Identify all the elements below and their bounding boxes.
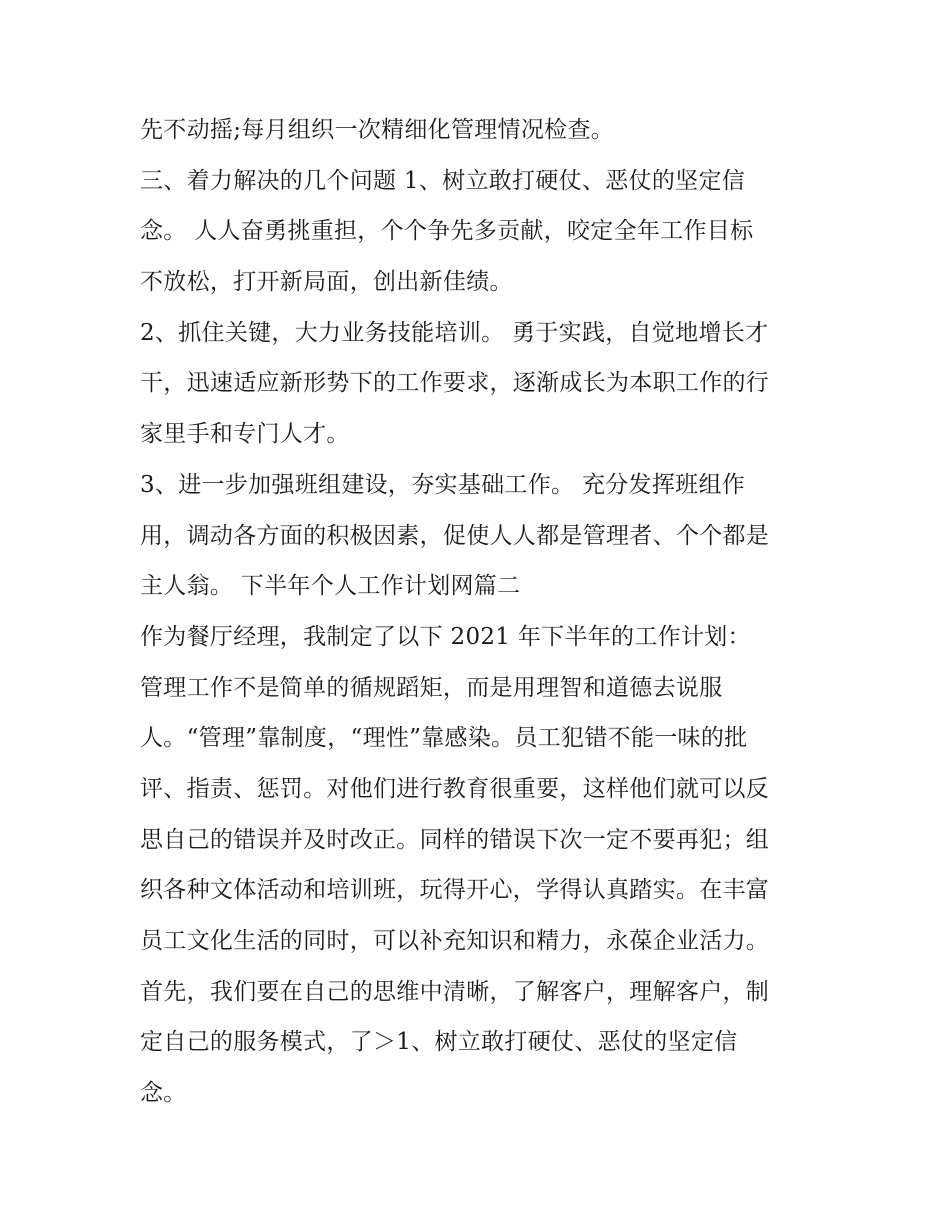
text-line: 家里手和专门人才。 <box>140 421 350 448</box>
text-line: 人。“管理”靠制度，“理性”靠感染。员工犯错不能一味的批 <box>140 725 748 752</box>
document-body <box>140 105 820 1119</box>
text-line: 作为餐厅经理，我制定了以下 2021 年下半年的工作计划： <box>140 623 751 650</box>
text-line: 3、进一步加强班组建设，夯实基础工作。 充分发挥班组作 <box>140 471 746 498</box>
text-line: 2、抓住关键，大力业务技能培训。 勇于实践，自觉地增长才 <box>140 319 769 346</box>
text-line: 管理工作不是简单的循规蹈矩，而是用理智和道德去说服 <box>140 674 723 701</box>
text-line: 织各种文体活动和培训班，玩得开心，学得认真踏实。在丰富 <box>140 877 770 904</box>
text-line: 定自己的服务模式，了＞1、树立敢打硬仗、恶仗的坚定信 <box>140 1029 738 1056</box>
text-line: 主人翁。 下半年个人工作计划网篇二 <box>140 573 521 600</box>
text-line: 先不动摇;每月组织一次精细化管理情况检查。 <box>140 117 615 143</box>
text-line: 首先，我们要在自己的思维中清晰，了解客户，理解客户，制 <box>140 978 770 1005</box>
text-line: 用，调动各方面的积极因素，促使人人都是管理者、个个都是 <box>140 522 770 549</box>
text-line: 不放松，打开新局面，创出新佳绩。 <box>140 269 513 296</box>
text-line: 员工文化生活的同时，可以补充知识和精力，永葆企业活力。 <box>140 928 770 954</box>
text-line: 评、指责、惩罚。对他们进行教育很重要，这样他们就可以反 <box>140 775 770 802</box>
text-line: 思自己的错误并及时改正。同样的错误下次一定不要再犯；组 <box>140 826 770 853</box>
text-line: 三、着力解决的几个问题 1、树立敢打硬仗、恶仗的坚定信 <box>140 167 746 194</box>
text-line: 干，迅速适应新形势下的工作要求，逐渐成长为本职工作的行 <box>140 370 770 397</box>
text-line: 念。 人人奋勇挑重担，个个争先多贡献，咬定全年工作目标 <box>140 218 754 245</box>
text-line: 念。 <box>140 1080 187 1107</box>
